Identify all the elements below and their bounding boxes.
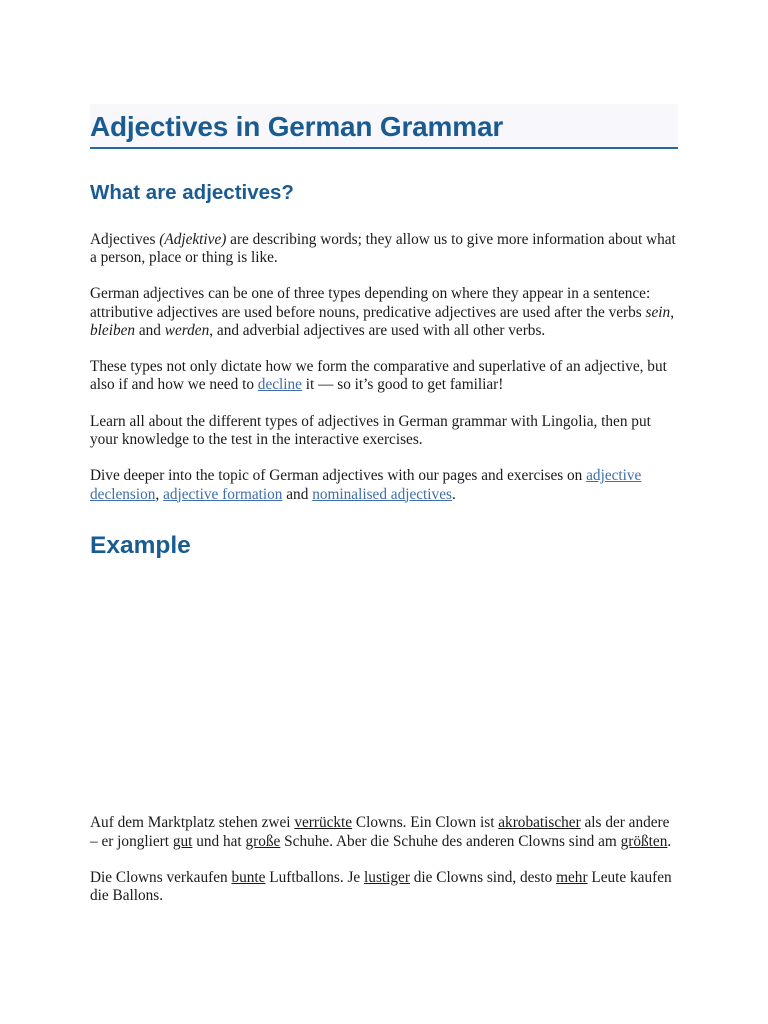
example2-text-4: Leute kaufen die Ballons. [90, 868, 672, 905]
heading-example: Example [90, 531, 191, 559]
example-adjective-groessten: größten [620, 832, 668, 850]
example1-text-6: . [667, 832, 672, 850]
example-adjective-lustiger: lustiger [364, 868, 410, 886]
paragraph-three-types [90, 285, 678, 340]
paragraph-dive-deeper-text-1: Dive deeper into the topic of German adjectives with our pages and exercises on [90, 467, 587, 485]
example1-text-2: Clowns. Ein Clown ist [352, 814, 499, 832]
document-title-band [90, 104, 678, 149]
paragraph-learn-lingolia: Learn all about the different types of adjectives in German grammar with Lingolia, then put your knowledge to the test in the interactive exercises. [90, 412, 651, 448]
example2-text-1: Die Clowns verkaufen [90, 868, 232, 886]
example1-text-1: Auf dem Marktplatz stehen zwei [90, 814, 295, 832]
paragraph-three-types-text-2: , and adverbial adjectives are used with all other verbs. [209, 321, 546, 339]
paragraph-definition-text-1: Adjectives [90, 230, 160, 248]
verb-separator-1: , [670, 303, 675, 321]
link-adjective-declension[interactable]: adjective declension [90, 467, 642, 503]
paragraph-comparative-superlative [90, 358, 678, 395]
verb-werden: werden [164, 321, 210, 339]
example2-text-3: die Clowns sind, desto [409, 868, 557, 886]
verb-sein: sein [645, 303, 671, 321]
paragraph-definition [90, 231, 678, 268]
example1-text-3: als der andere – er jongliert [90, 814, 670, 850]
paragraph-example-clowns-2 [90, 869, 678, 906]
paragraph-comparative-text-2: it — so it’s good to get familiar! [301, 376, 504, 394]
paragraph-example-clowns-1 [90, 814, 678, 851]
link-decline[interactable]: decline [257, 376, 302, 394]
paragraph-comparative-text-1: These types not only dictate how we form the comparative and superlative of an adjective, but also if and how we need to [90, 358, 667, 394]
heading-what-are-adjectives: What are adjectives? [90, 181, 294, 205]
link-separator-2: and [282, 485, 313, 503]
example-adjective-mehr: mehr [556, 868, 588, 886]
paragraph-three-types-text-1: German adjectives can be one of three types depending on where they appear in a sentence: attributive adjectives are used before nouns, predicative adjectives are used after the verbs [90, 285, 651, 321]
paragraph-definition-text-2: are describing words; they allow us to give more information about what a person, place or thing is like. [90, 230, 676, 266]
link-adjective-formation[interactable]: adjective formation [163, 485, 283, 503]
example1-text-5: Schuhe. Aber die Schuhe des anderen Clowns sind am [280, 832, 621, 850]
example-adjective-akrobatischer: akrobatischer [498, 814, 581, 832]
german-term-adjektive: (Adjektive) [159, 230, 227, 248]
paragraph-dive-deeper-text-2: . [451, 485, 456, 503]
example2-text-2: Luftballons. Je [265, 868, 365, 886]
link-nominalised-adjectives[interactable]: nominalised adjectives [312, 485, 452, 503]
document-content-column [90, 0, 678, 905]
verb-bleiben: bleiben [90, 321, 136, 339]
example1-text-4: und hat [192, 832, 246, 850]
example-image-placeholder [90, 566, 678, 814]
link-separator-1: , [155, 485, 164, 503]
example-adjective-bunte: bunte [231, 868, 266, 886]
paragraph-dive-deeper [90, 467, 678, 504]
example-adjective-verrueckte: verrückte [294, 814, 353, 832]
page-title: Adjectives in German Grammar [90, 111, 504, 142]
example-adjective-gut: gut [172, 832, 193, 850]
verb-separator-2: and [135, 321, 165, 339]
example-adjective-grosse: große [245, 832, 281, 850]
